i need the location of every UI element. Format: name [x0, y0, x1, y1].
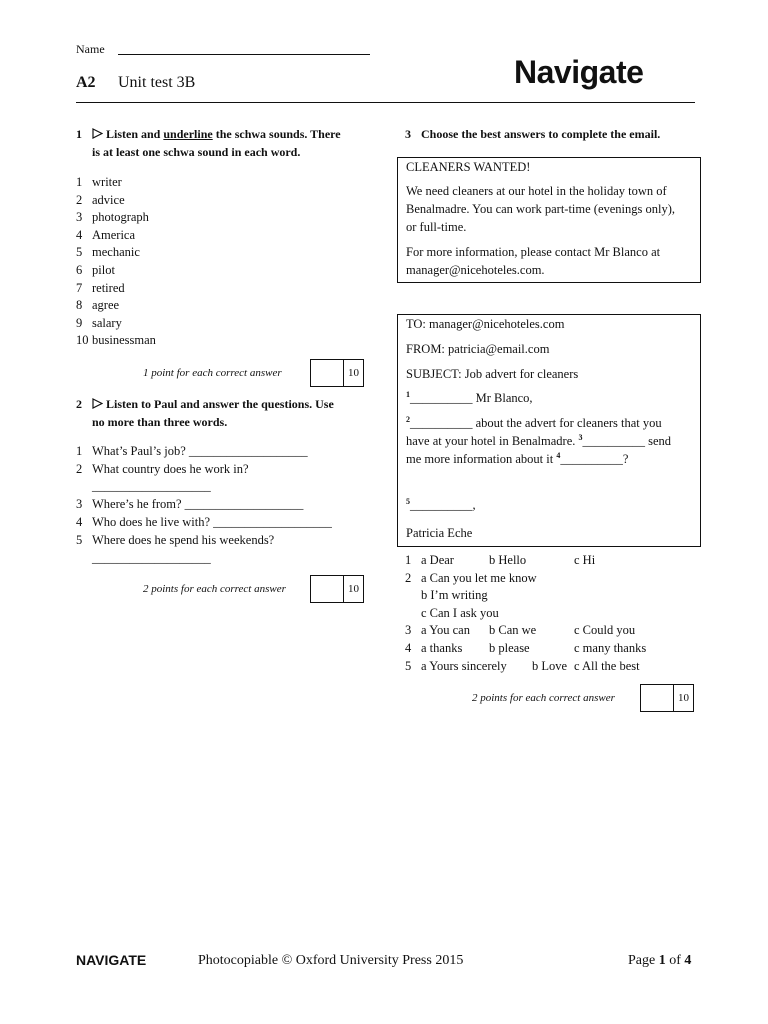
option-c[interactable]: c All the best	[574, 659, 640, 673]
option-b[interactable]: b I’m writing	[421, 588, 488, 602]
section-number: 2	[76, 397, 82, 411]
advert-text: For more information, please contact Mr Blanco at	[406, 245, 661, 259]
section-number: 1	[76, 127, 82, 141]
email-from: FROM: patricia@email.com	[406, 342, 550, 356]
email-gap-line[interactable]: have at your hotel in Benalmadre. $^3$__________ send	[406, 432, 672, 448]
option-a[interactable]: a Dear	[421, 553, 454, 567]
section-2-instruction-line1: Listen to Paul and answer the questions. Use	[106, 397, 334, 411]
level-label: A2	[76, 74, 96, 91]
play-triangle-icon	[92, 398, 103, 409]
header-divider	[76, 102, 695, 103]
email-gap-line[interactable]: $^2$__________ about the advert for cleaners that you	[406, 414, 662, 430]
points-note: 1 point for each correct answer	[143, 367, 282, 379]
name-label: Name	[76, 42, 105, 56]
option-a[interactable]: a thanks	[421, 641, 463, 655]
option-a[interactable]: a Can you let me know	[421, 571, 537, 585]
advert-title: CLEANERS WANTED!	[406, 160, 531, 174]
score-box[interactable]	[640, 684, 694, 712]
section-1-instruction-a: Listen and	[106, 127, 161, 141]
section-1-instruction-b: the schwa sounds. There	[215, 127, 341, 141]
email-gap-line[interactable]: $^5$__________,	[406, 496, 476, 512]
option-c[interactable]: c Hi	[574, 553, 596, 567]
advert-text: manager@nicehoteles.com.	[406, 263, 545, 277]
section-2-instruction-line2: no more than three words.	[92, 415, 228, 429]
advert-text: Benalmadre. You can work part-time (evenings only),	[406, 202, 676, 216]
points-note: 2 points for each correct answer	[472, 692, 615, 704]
option-b[interactable]: b Love	[532, 659, 568, 673]
email-signature: Patricia Eche	[406, 526, 473, 540]
section-1-instruction-line2: is at least one schwa sound in each word.	[92, 145, 301, 159]
footer-brand: NAVIGATE	[76, 952, 147, 968]
score-box[interactable]	[310, 359, 364, 387]
option-c[interactable]: c Can I ask you	[421, 606, 499, 620]
email-gap-line[interactable]: me more information about it $^4$__________?	[406, 450, 629, 466]
email-subject: SUBJECT: Job advert for cleaners	[406, 367, 579, 381]
navigate-logo: Navigate	[514, 54, 644, 90]
section-1-heading	[76, 125, 376, 161]
email-to: TO: manager@nicehoteles.com	[406, 317, 565, 331]
option-b[interactable]: b please	[489, 641, 530, 655]
advert-box	[397, 157, 701, 283]
score-total: 10	[348, 583, 359, 595]
option-a[interactable]: a You can	[421, 623, 470, 637]
page-number: Page 1 of 4	[628, 953, 692, 968]
section-3-instruction: Choose the best answers to complete the email.	[421, 127, 661, 141]
play-triangle-icon	[92, 128, 103, 139]
option-b[interactable]: b Hello	[489, 553, 527, 567]
advert-text: or full-time.	[406, 220, 467, 234]
score-box[interactable]	[310, 575, 364, 603]
email-gap-line[interactable]: $^1$__________ Mr Blanco,	[406, 389, 533, 405]
advert-text: We need cleaners at our hotel in the holiday town of	[406, 184, 667, 198]
section-1-instruction-underline: underline	[163, 127, 213, 141]
option-a[interactable]: a Yours sincerely	[421, 659, 507, 673]
option-b[interactable]: b Can we	[489, 623, 537, 637]
score-total: 10	[348, 367, 359, 379]
points-note: 2 points for each correct answer	[143, 583, 286, 595]
name-field[interactable]	[118, 54, 370, 55]
section-number: 3	[405, 127, 411, 141]
email-box	[397, 314, 701, 547]
option-c[interactable]: c many thanks	[574, 641, 647, 655]
section-2-heading	[76, 395, 376, 431]
option-c[interactable]: c Could you	[574, 623, 636, 637]
page-title: Unit test 3B	[118, 74, 196, 91]
footer-copyright: Photocopiable © Oxford University Press 2015	[198, 953, 464, 968]
section-3-heading	[405, 125, 695, 143]
score-total: 10	[678, 692, 689, 704]
